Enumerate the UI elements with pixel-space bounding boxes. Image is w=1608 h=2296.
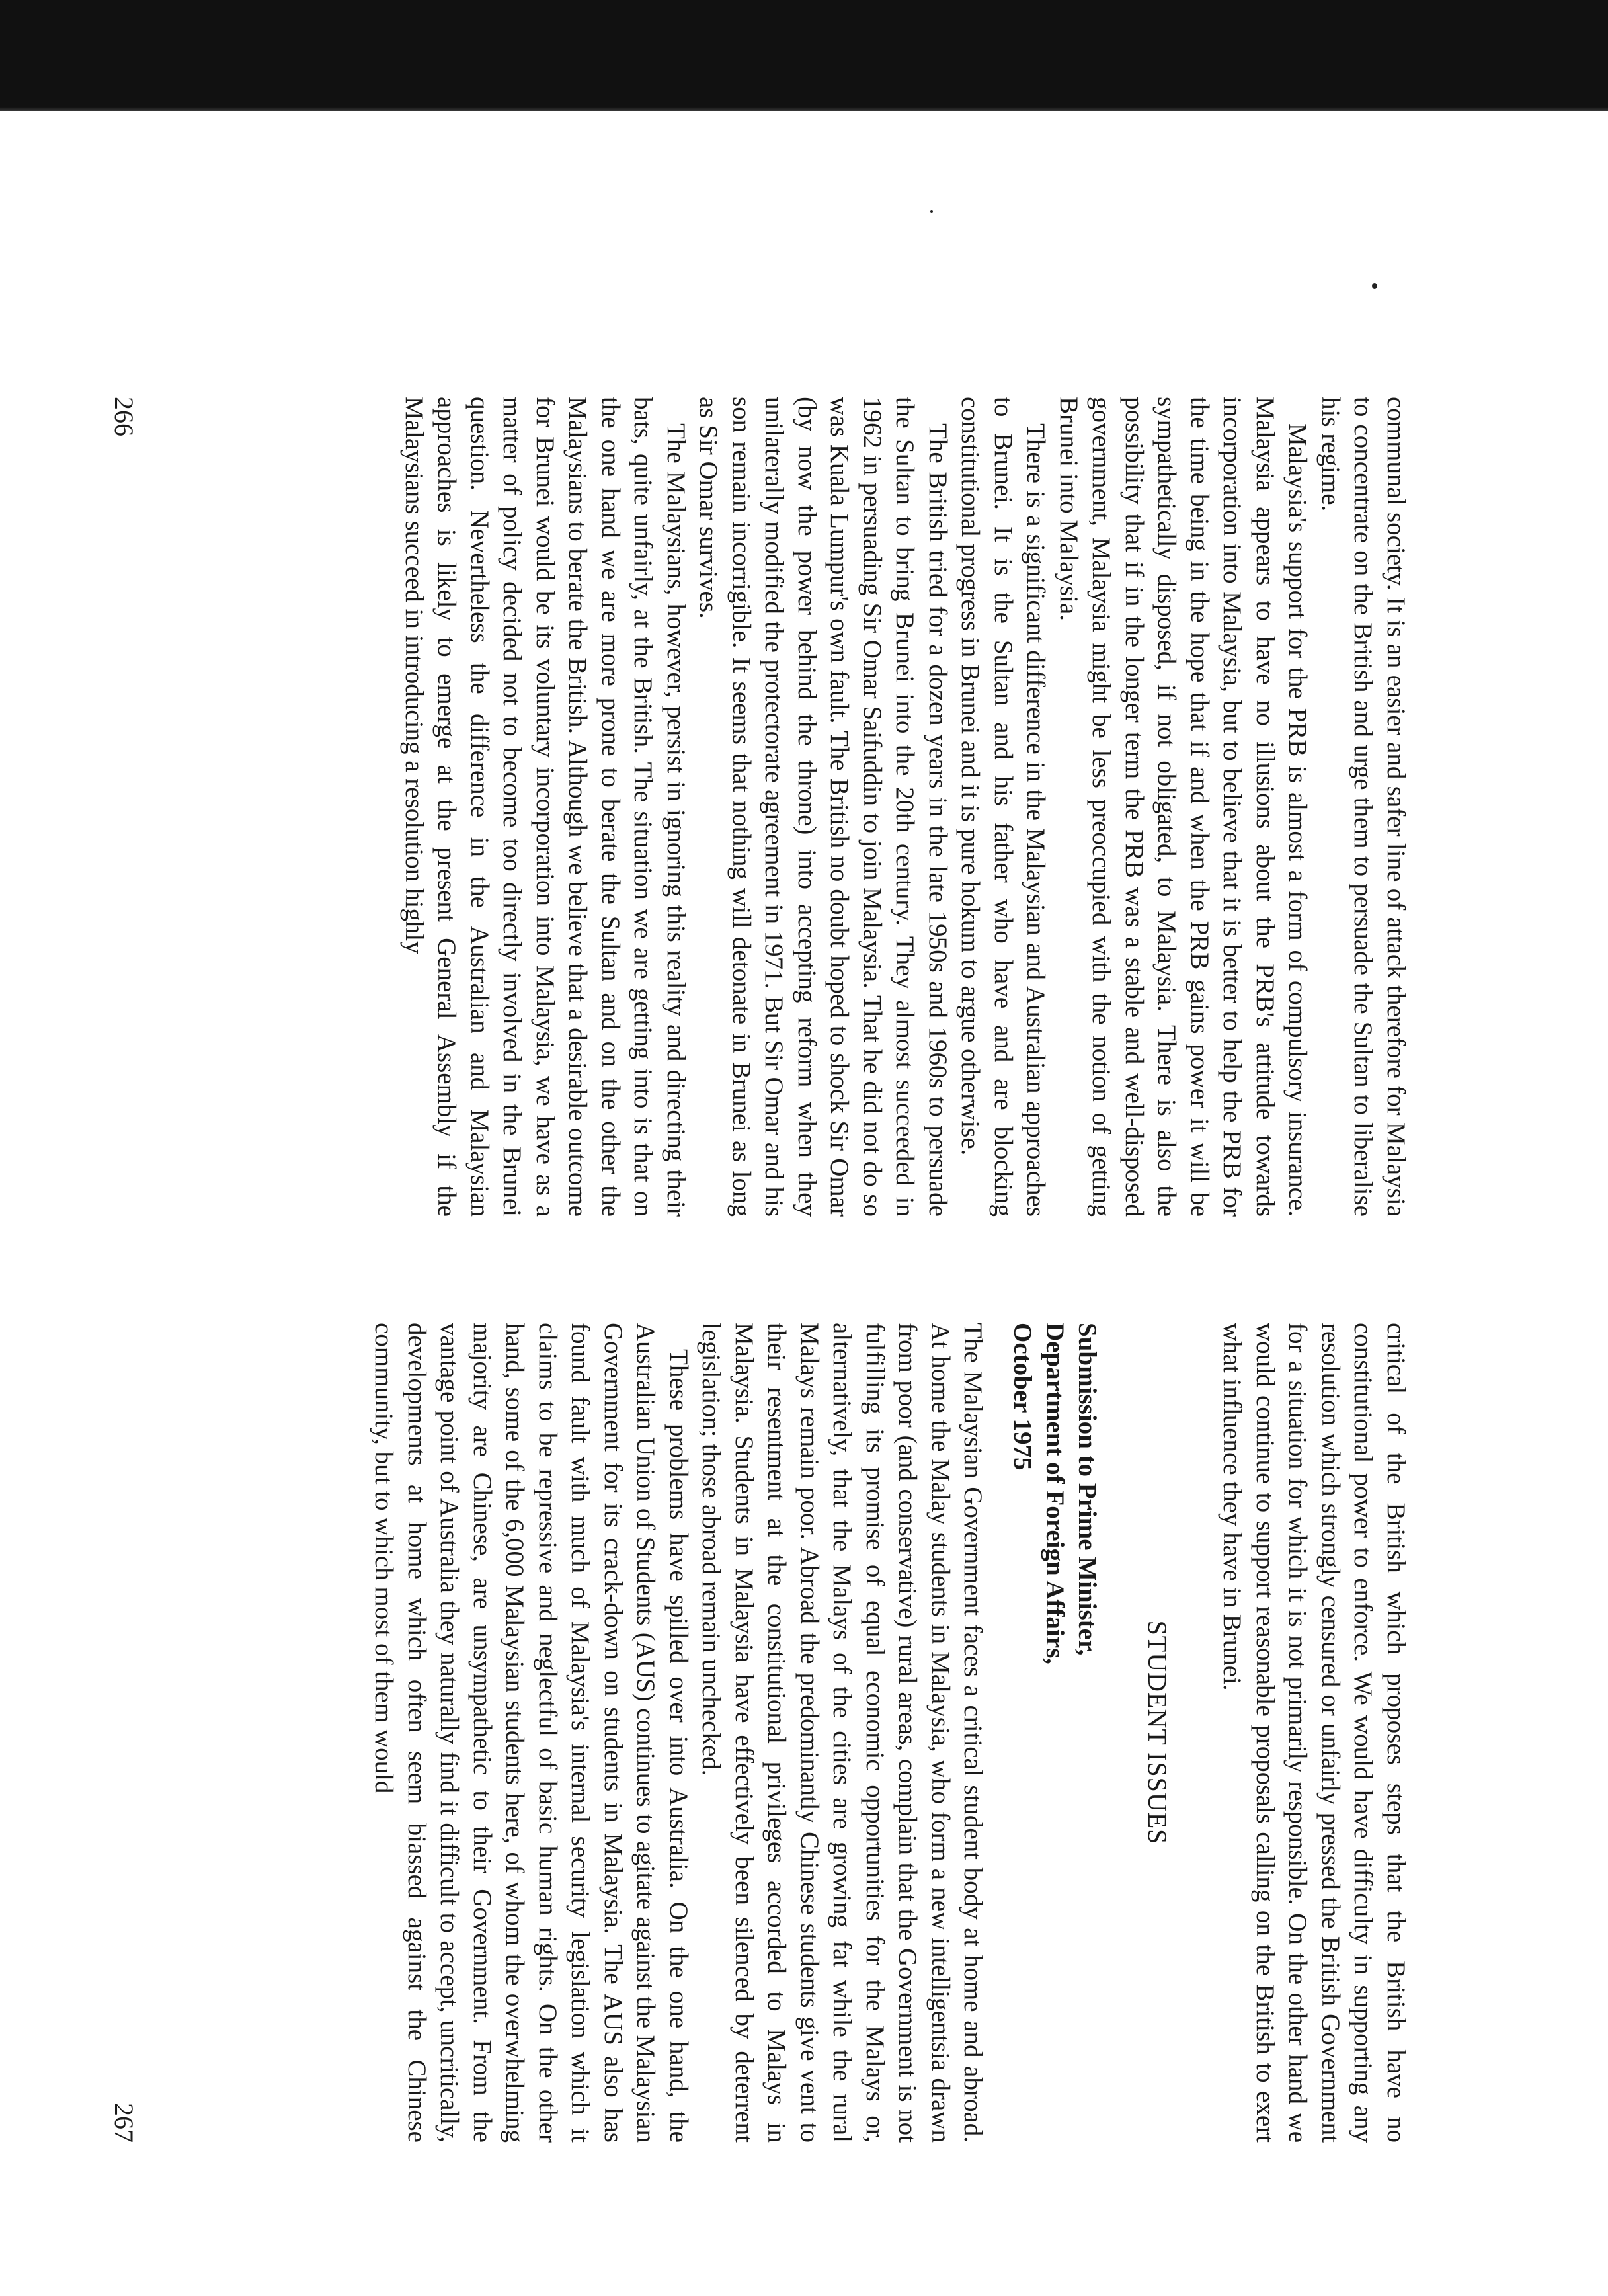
left-page-column	[398, 397, 1413, 1217]
left-paragraph-3: There is a significant difference in the Malaysian and Australian approaches to Brunei. It is the Sultan and his father who have and are blocking constitutional progress in Brunei and it is pure hokum to argue otherwise.	[956, 397, 1051, 1217]
left-page-number: 266	[109, 397, 139, 436]
right-page	[77, 1323, 1531, 2143]
right-paragraph-2: These problems have spilled over into Australia. On the one hand, the Australian Union of Students (AUS) continues to agitate against the Malaysian Government for its crack-down on students in Malaysia. The AUS also has found fault with much of Malaysia's internal security legislation which it claims to be repressive and neglectful of basic human rights. On the other hand, some of the 6,000 Malaysian students here, of whom the overwhelming majority are Chinese, are unsympathetic to their Government. From the vantage point of Australia they naturally find it difficult to accept, uncritically, developments at home which often seem biassed against the Chinese community, but to which most of them would	[370, 1323, 693, 2143]
submission-line-2: Department of Foreign Affairs,	[1041, 1323, 1070, 1664]
right-opening-paragraph: critical of the British which proposes steps that the British have no constitutional power to enforce. We would have difficulty in supporting any resolution which strongly censured or unfairly pressed the British Government for a situation for which it is not primarily responsible. On the other hand we would continue to support reasonable proposals calling on the British to exert what influence they have in Brunei.	[1218, 1323, 1410, 2143]
submission-line-1: Submission to Prime Minister,	[1073, 1323, 1102, 1656]
submission-attribution	[1007, 1323, 1104, 2143]
left-paragraph-2: Malaysia's support for the PRB is almost a form of compulsory insurance. Malaysia appears to have no illusions about the PRB's attitude towards incorporation into Malaysia, but to believe that it is better to help the PRB for the time being in the hope that if and when the PRB gains power it will be sympathetically disposed, if not obligated, to Malaysia. There is also the possibility that if in the longer term the PRB was a stable and well-disposed government, Malaysia might be less preoccupied with the notion of getting Brunei into Malaysia.	[1055, 397, 1312, 1217]
section-heading: STUDENT ISSUES	[1143, 1620, 1172, 1845]
left-paragraph-4: The British tried for a dozen years in the late 1950s and 1960s to persuade the Sultan to bring Brunei into the 20th century. They almost succeeded in 1962 in persuading Sir Omar Saifuddin to join Malaysia. That he did not do so was Kuala Lumpur's own fault. The British no doubt hoped to shock Sir Omar (by now the power behind the throne) into accepting reform when they unilaterally modified the protectorate agreement in 1971. But Sir Omar and his son remain incorrigible. It seems that nothing will detonate in Brunei as long as Sir Omar survives.	[694, 397, 952, 1217]
submission-line-3: October 1975	[1008, 1323, 1037, 1471]
left-paragraph-1: communal society. It is an easier and safer line of attack therefore for Malaysia to concentrate on the British and urge them to persuade the Sultan to liberalise his regime.	[1316, 397, 1410, 1217]
left-page	[77, 397, 1531, 1217]
scan-speck	[930, 210, 933, 213]
scanner-shadow-band	[0, 0, 1608, 111]
right-paragraph-1: The Malaysian Government faces a critical student body at home and abroad. At home the Malay students in Malaysia, who form a new intelligentsia drawn from poor (and conservative) rural areas, complain that the Government is not fulfilling its promise of equal economic opportunities for the Malays or, alternatively, that the Malays of the cities are growing fat while the rural Malays remain poor. Abroad the predominantly Chinese students give vent to their resentment at the constitutional privileges accorded to Malays in Malaysia. Students in Malaysia have effectively been silenced by deterrent legislation; those abroad remain unchecked.	[697, 1323, 988, 2143]
right-page-number: 267	[109, 2103, 139, 2143]
scanner-shadow-edge	[0, 107, 1608, 111]
left-paragraph-5: The Malaysians, however, persist in ignoring this reality and directing their bats, quite unfairly, at the British. The situation we are getting into is that on the one hand we are more prone to berate the Sultan and on the other the Malaysians to berate the British. Although we believe that a desirable outcome for Brunei would be its voluntary incorporation into Malaysia, we have as a matter of policy decided not to become too directly involved in the Brunei question. Nevertheless the difference in the Australian and Malaysian approaches is likely to emerge at the present General Assembly if the Malaysians succeed in introducing a resolution highly	[400, 397, 690, 1217]
right-page-column	[368, 1323, 1412, 2143]
book-spread	[77, 265, 1531, 2248]
